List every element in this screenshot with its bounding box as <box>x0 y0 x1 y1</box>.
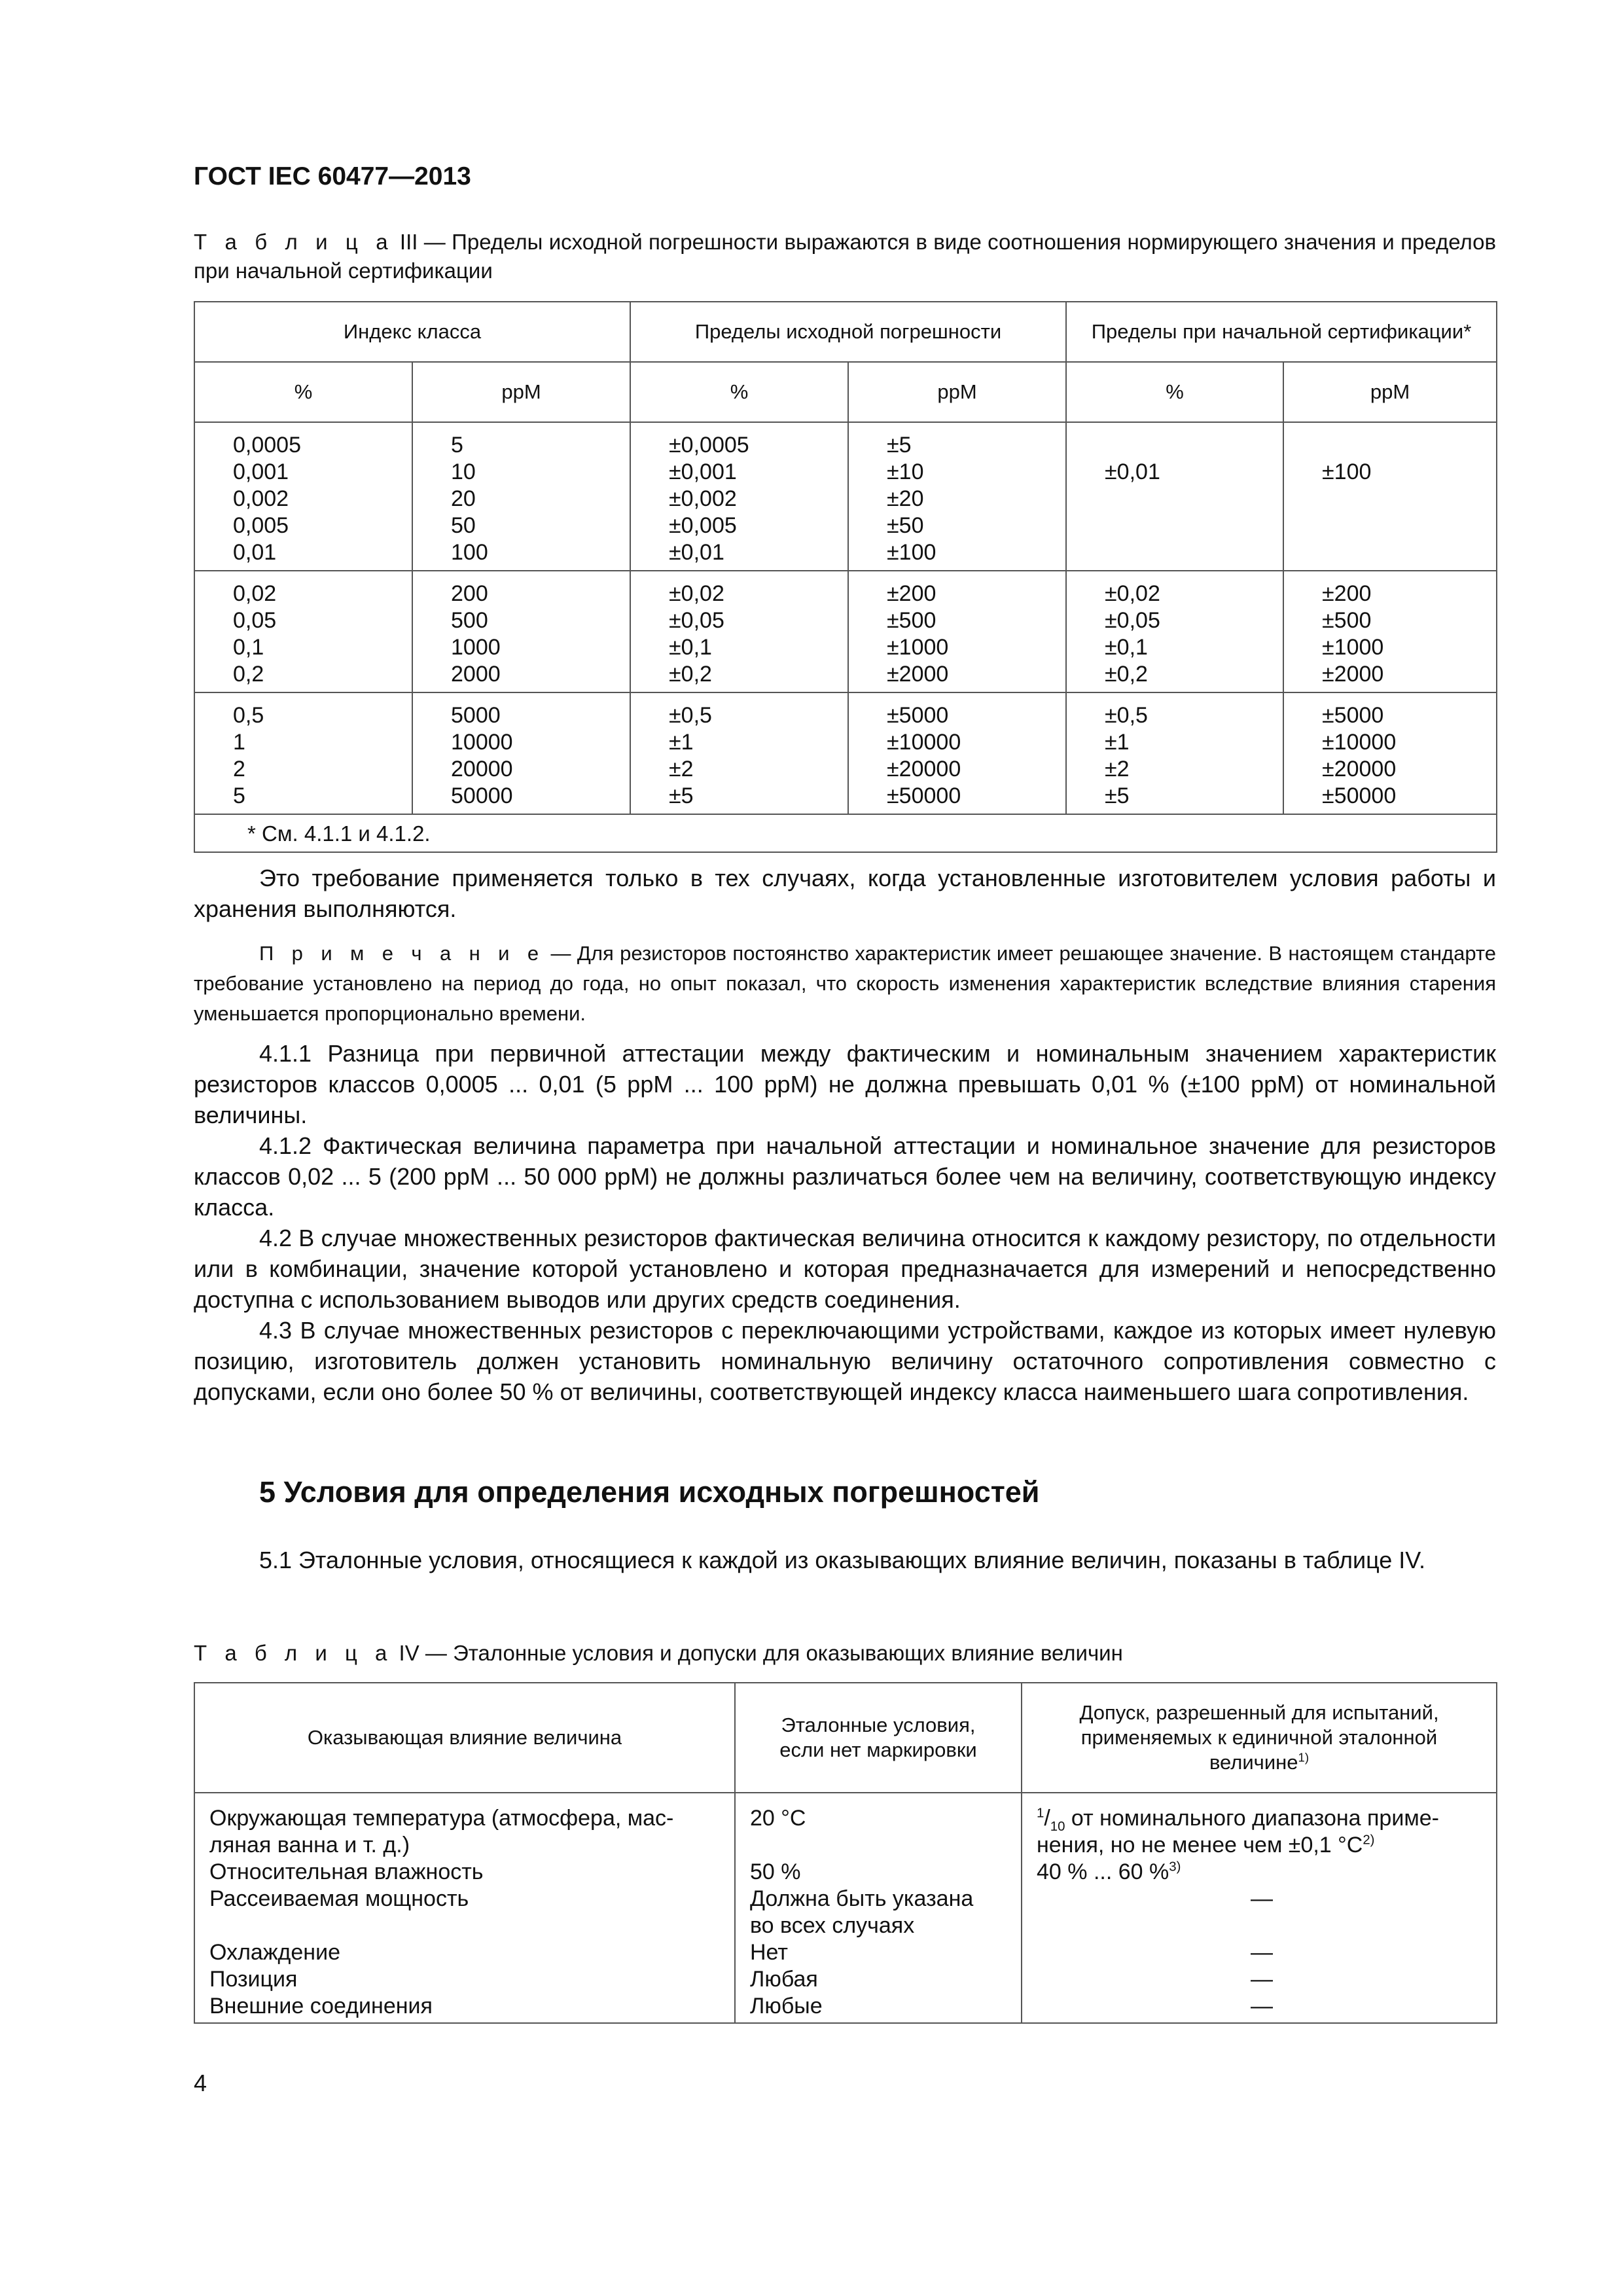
table3-header-class-index: Индекс класса <box>194 302 630 362</box>
table4-quantity-line: Рассеиваемая мощность <box>209 1886 469 1911</box>
table3 <box>194 301 1497 853</box>
table3-value: ±1000 <box>887 635 949 660</box>
table3-value: ±10000 <box>887 730 961 755</box>
table3-value: 20000 <box>451 757 513 781</box>
table4-quantity-line: ляная ванна и т. д.) <box>209 1833 410 1857</box>
table3-value: 5 <box>233 783 245 808</box>
table3-value: ±1 <box>1105 730 1130 755</box>
clause-4-2: 4.2 В случае множественных резисторов фактическая величина относится к каждому резистору, по отдельности или в комбинации, значение которой установлено и которая предназначается для измерений и непосредственно доступна с использованием выводов или других средств соединения. <box>194 1225 1496 1313</box>
table4-tolerance-cell <box>1022 1793 1497 2023</box>
clause-4-1-2: 4.1.2 Фактическая величина параметра при начальной аттестации и номинальное значение для резисторов классов 0,02 ... 5 (200 ppM ... 50 000 ppM) не должны различаться более чем на величину, соответствующую индексу класса. <box>194 1132 1496 1221</box>
table4-quantity-line: Охлаждение <box>209 1940 340 1965</box>
table3-value: ±10 <box>887 459 924 484</box>
table3-value: 100 <box>451 540 488 565</box>
table4-header-ref-line: Эталонные условия, <box>781 1713 976 1736</box>
table3-value: ±0,001 <box>669 459 737 484</box>
table4-reference-line: Любая <box>750 1967 818 1992</box>
table3-value: 0,001 <box>233 459 289 484</box>
table3-value: ±100 <box>1322 459 1372 484</box>
fraction-denominator: 10 <box>1050 1819 1065 1834</box>
table3-cell <box>630 571 848 692</box>
table4-quantity-line: Относительная влажность <box>209 1859 484 1884</box>
table3-value: 50000 <box>451 783 513 808</box>
table3-value: ±0,2 <box>669 662 712 687</box>
table3-value: ±50000 <box>1322 783 1397 808</box>
tolerance-humidity <box>1037 1859 1487 1886</box>
table3-value: ±5000 <box>887 703 949 728</box>
table4-header-tol-text: величине <box>1209 1751 1298 1774</box>
table3-value: 0,5 <box>233 703 264 728</box>
table3-cell <box>848 422 1066 571</box>
table3-body <box>194 422 1497 814</box>
table4-caption-label: Т а б л и ц а <box>194 1641 393 1665</box>
table3-value: 2000 <box>451 662 501 687</box>
table3-unit-cell: ppM <box>848 362 1066 422</box>
table3-value: ±0,005 <box>669 513 737 538</box>
table4 <box>194 1682 1497 2024</box>
table3-value: ±20000 <box>887 757 961 781</box>
table3-value: 500 <box>451 608 488 633</box>
table3-value: ±1 <box>669 730 694 755</box>
table4-caption-text: IV — Эталонные условия и допуски для оказывающих влияние величин <box>399 1641 1123 1665</box>
table4-header-tol-line <box>1023 1750 1495 1775</box>
table3-value: 0,0005 <box>233 433 301 457</box>
table3-value: ±0,05 <box>1105 608 1160 633</box>
table3-footnote: * См. 4.1.1 и 4.1.2. <box>194 814 1497 852</box>
table3-unit-cell: % <box>630 362 848 422</box>
table3-value: ±50 <box>887 513 924 538</box>
table3-value: 0,2 <box>233 662 264 687</box>
table4-reference-cell <box>735 1793 1022 2023</box>
requirement-paragraph <box>194 863 1496 924</box>
table3-header-limits-cert: Пределы при начальной сертификации* <box>1066 302 1497 362</box>
table3-cell <box>1283 571 1497 692</box>
table3-value: ±0,01 <box>669 540 724 565</box>
table3-value: 0,05 <box>233 608 277 633</box>
table3-value: ±0,05 <box>669 608 724 633</box>
table3-unit-cell: ppM <box>1283 362 1497 422</box>
table3-value <box>1105 432 1283 459</box>
table3-value: ±10000 <box>1322 730 1397 755</box>
table3-value: 0,02 <box>233 581 277 606</box>
table3-unit-row <box>194 362 1497 422</box>
table3-value: ±5 <box>887 433 912 457</box>
table3-unit-cell: % <box>194 362 412 422</box>
table3-value: 0,1 <box>233 635 264 660</box>
table4-quantity-line: Позиция <box>209 1967 298 1992</box>
tolerance-spacer <box>1037 1912 1487 1939</box>
table4-caption <box>194 1639 1496 1668</box>
tolerance-position: — <box>1251 1967 1273 1992</box>
table3-value: 2 <box>233 757 245 781</box>
table3-value: ±2 <box>1105 757 1130 781</box>
table3-caption-text: III — Пределы исходной погрешности выражаются в виде соотношения нормирующего значения и пределов при начальной сертификации <box>194 230 1496 283</box>
tolerance-text: от номинального диапазона приме- <box>1065 1806 1439 1831</box>
table3-value: 5 <box>451 433 463 457</box>
note <box>194 939 1496 1029</box>
table3-header-row <box>194 302 1497 362</box>
table3-value: ±200 <box>1322 581 1372 606</box>
table3-cell <box>848 571 1066 692</box>
table3-value: ±100 <box>887 540 936 565</box>
table4-header-tol-line: Допуск, разрешенный для испытаний, <box>1079 1701 1439 1724</box>
table3-value: ±5 <box>669 783 694 808</box>
footnote-ref: 3) <box>1169 1859 1181 1874</box>
table4-header-row <box>194 1683 1497 1793</box>
table3-value: ±5000 <box>1322 703 1384 728</box>
table3-value: 20 <box>451 486 476 511</box>
table3-value: ±0,5 <box>1105 703 1148 728</box>
section-5-paragraph <box>194 1545 1496 1575</box>
table3-cell <box>1066 692 1283 814</box>
table3-header-limits-error: Пределы исходной погрешности <box>630 302 1066 362</box>
table3-cell <box>1283 692 1497 814</box>
table3-value: ±0,0005 <box>669 433 749 457</box>
table3-value: 1000 <box>451 635 501 660</box>
table3-row <box>194 571 1497 692</box>
note-label: П р и м е ч а н и е <box>259 942 545 965</box>
table3-cell <box>1283 422 1497 571</box>
table3-value: ±0,1 <box>669 635 712 660</box>
table3-cell <box>194 571 412 692</box>
table3-caption-label: Т а б л и ц а <box>194 230 394 254</box>
tolerance-text: 40 % ... 60 % <box>1037 1859 1169 1884</box>
table3-value: 10 <box>451 459 476 484</box>
clause-4-3: 4.3 В случае множественных резисторов с переключающими устройствами, каждое из которых имеет нулевую позицию, изготовитель должен установить номинальную величину остаточного сопротивления совместно с допусками, если оно более 50 % от величины, соответствующей индексу класса наименьшего шага сопротивления. <box>194 1317 1496 1405</box>
table3-cell <box>848 692 1066 814</box>
clauses <box>194 1038 1496 1407</box>
table3-row <box>194 692 1497 814</box>
table3-value: ±0,002 <box>669 486 737 511</box>
table3-cell <box>1066 422 1283 571</box>
table4-quantity-line: Внешние соединения <box>209 1994 433 2018</box>
table3-footnote-row <box>194 814 1497 852</box>
table3-cell <box>412 571 630 692</box>
document-header: ГОСТ IEC 60477—2013 <box>194 162 471 190</box>
table4-quantity-cell <box>194 1793 735 2023</box>
table3-value: ±500 <box>1322 608 1372 633</box>
clause-4-1-1: 4.1.1 Разница при первичной аттестации между фактическим и номинальным значением характеристик резисторов классов 0,0005 ... 0,01 (5 ppM ... 100 ppM) не должна превышать 0,01 % (±100 ppM) от номинальной величины. <box>194 1040 1496 1128</box>
table4-header-tol-line: применяемых к единичной эталонной <box>1080 1726 1438 1749</box>
table3-value: ±0,1 <box>1105 635 1148 660</box>
table3-value: 1 <box>233 730 245 755</box>
table3-cell <box>412 692 630 814</box>
table4-reference-line: Нет <box>750 1940 788 1965</box>
clause-5-1: 5.1 Эталонные условия, относящиеся к каждой из оказывающих влияние величин, показаны в таблице IV. <box>259 1547 1426 1573</box>
table3-value: ±500 <box>887 608 936 633</box>
table4-reference-line: 50 % <box>750 1859 801 1884</box>
note-text: — Для резисторов постоянство характеристик имеет решающее значение. В настоящем стандарте требование установлено на период до года, но опыт показал, что скорость изменения характеристик вследствие влияния старения уменьшается пропорционально времени. <box>194 942 1496 1025</box>
table4-quantity-line <box>209 1912 725 1939</box>
table3-value: 0,005 <box>233 513 289 538</box>
table3-value: ±1000 <box>1322 635 1384 660</box>
table3-value: ±5 <box>1105 783 1130 808</box>
table3-unit-cell: % <box>1066 362 1283 422</box>
table3-cell <box>194 422 412 571</box>
table4-reference-line: Любые <box>750 1994 823 2018</box>
table4-reference-line: Должна быть указана <box>750 1886 974 1911</box>
table4-header-footnote-ref: 1) <box>1298 1750 1310 1765</box>
table3-unit-cell: ppM <box>412 362 630 422</box>
table3-value: ±2 <box>669 757 694 781</box>
tolerance-text: нения, но не менее чем ±0,1 °C <box>1037 1833 1363 1857</box>
page-number: 4 <box>194 2070 207 2096</box>
table4-body-row <box>194 1793 1497 2023</box>
tolerance-temperature: $^1/_{10}$ от номинального диапазона приме- <box>1037 1806 1439 1834</box>
table3-caption <box>194 228 1496 285</box>
tolerance-temperature-cont <box>1037 1832 1487 1859</box>
tolerance-cooling: — <box>1251 1940 1273 1965</box>
table3-value: ±0,02 <box>1105 581 1160 606</box>
table4-reference-line: во всех случаях <box>750 1913 915 1938</box>
table3-value: 5000 <box>451 703 501 728</box>
table3-value: 50 <box>451 513 476 538</box>
table3-value: 10000 <box>451 730 513 755</box>
table3-value: 0,01 <box>233 540 277 565</box>
table3-value: ±200 <box>887 581 936 606</box>
table3-cell <box>194 692 412 814</box>
table3-value: ±20000 <box>1322 757 1397 781</box>
table4-header-reference <box>735 1683 1022 1793</box>
table4-header-tolerance <box>1022 1683 1497 1793</box>
table3-cell <box>1066 571 1283 692</box>
table3-value: ±20 <box>887 486 924 511</box>
table3-cell <box>630 692 848 814</box>
footnote-ref: 2) <box>1363 1833 1375 1848</box>
table3-value: ±0,2 <box>1105 662 1148 687</box>
section-5-title: 5 Условия для определения исходных погрешностей <box>259 1475 1040 1509</box>
table4-header-quantity: Оказывающая влияние величина <box>194 1683 735 1793</box>
table3-value: ±50000 <box>887 783 961 808</box>
table3-value: ±0,01 <box>1105 459 1160 484</box>
fraction-numerator: 1 <box>1037 1806 1044 1821</box>
table4-reference-line <box>750 1832 1012 1859</box>
table3-value: 0,002 <box>233 486 289 511</box>
tolerance-power: — <box>1251 1886 1273 1911</box>
tolerance-connections: — <box>1251 1994 1273 2018</box>
table3-value <box>1322 432 1496 459</box>
table4-quantity-line: Окружающая температура (атмосфера, мас- <box>209 1806 674 1831</box>
table3-value: ±0,02 <box>669 581 724 606</box>
table3-value: ±2000 <box>1322 662 1384 687</box>
table4-reference-line: 20 °C <box>750 1806 806 1831</box>
requirement-text: Это требование применяется только в тех случаях, когда установленные изготовителем условия работы и хранения выполняются. <box>194 865 1496 922</box>
table4-header-ref-line: если нет маркировки <box>779 1738 977 1761</box>
table3-cell <box>630 422 848 571</box>
table3-value: 200 <box>451 581 488 606</box>
table3-value: ±0,5 <box>669 703 712 728</box>
table3-row <box>194 422 1497 571</box>
table3-cell <box>412 422 630 571</box>
table3-value: ±2000 <box>887 662 949 687</box>
